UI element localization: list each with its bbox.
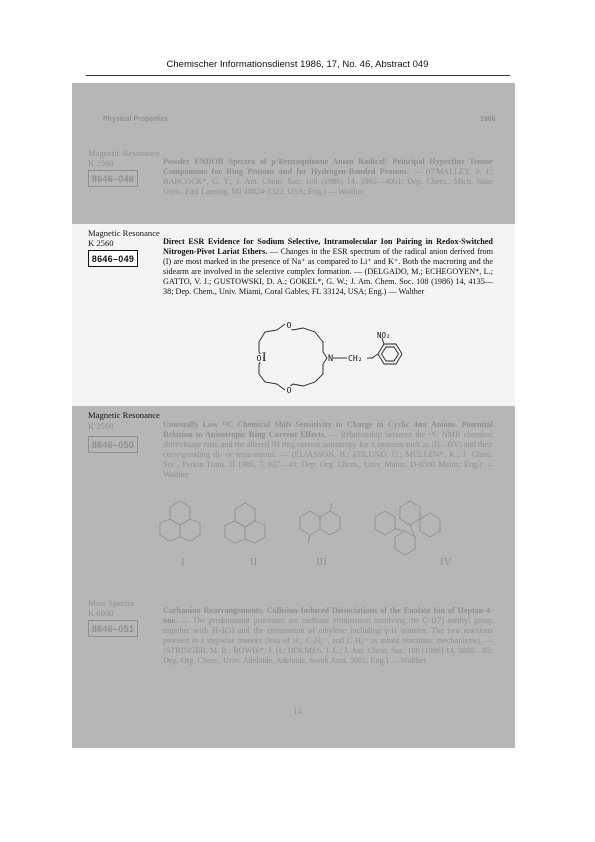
classification-code: K 2560 [88, 421, 114, 431]
compound-number: III [316, 556, 327, 568]
abstract-number-stamp: 8646–048 [88, 170, 138, 187]
abstract-text: — The predominant processes are methane elimination involving the C-1(7) methyl group together with H-3(5) and the elimination of ethylene including γ-H transfer. The two reactions proceed in a stepwise manner (loss of H₂, C₃H₅⁻, and C₃H₆⁻ as minor reactions; mechanisms). — (STRINGER, M. B.; BOWIE*, J. H.; HOLMES, J. L.; J. Am. Chem. Soc. 108 (1986) 14, 3888—93; Dep. Org. Chem., Univ. Adelaide, Adelaide, South Aust. 5001; Eng.) — Walther [163, 615, 494, 665]
classification-code: K 2560 [88, 158, 114, 168]
compound-number: I [181, 556, 185, 568]
header-rule [86, 75, 510, 76]
abstract-title: Unusually Low ¹³C Chemical Shift Sensitivity to Charge in Cyclic 4nπ Anions. Potential Relation to Anisotropic Ring Current Effects. [163, 420, 493, 439]
section-label: Magnetic Resonance [88, 228, 160, 238]
oxygen-label: O [256, 354, 262, 363]
page-top-section: Physical Properties [103, 116, 168, 123]
abstract-title: Carbanion Rearrangements. Collision-Induced Dissociations of the Enolate Ion of Heptan-4-one. [163, 606, 493, 625]
abstract-049 [163, 237, 493, 296]
citation-header: Chemischer Informationsdienst 1986, 17, No. 46, Abstract 049 [166, 59, 429, 70]
lariat-ether-structure [225, 318, 375, 393]
compound-number: II [250, 556, 258, 568]
compound-number: IV [440, 556, 452, 568]
abstract-number-stamp: 8646–049 [88, 250, 138, 267]
nitrogen-label: N [328, 354, 334, 364]
compound-number: I [262, 349, 267, 364]
abstract-text: — Relationship between the ¹³C NMR chemical shift/charge ratio and the altered ¹H ring current anisotropy for π systems such as (I)—(IV) and their corresponding di- or tetra-anions. — (ELIASSON, B.; EDLUND, U.; MÜLLEN*, K.; J. Chem. Soc., Perkin Trans. II 1986, 7, 937—40; Dep. Org. Chem., Univ. Mainz, D-6500 Mainz; Eng.) — Walther [163, 429, 493, 479]
nitrophenyl-ring [370, 332, 416, 372]
classification-code: K 2560 [88, 238, 114, 248]
abstract-text: — (O'MALLEY, P. J.; BABCOCK*, G. T.; J. Am. Chem. Soc. 108 (1986) 14, 3995—4001; Dep. Chem., Mich. State Univ., East Lansing, MI 48824-1322, USA; Eng.) — Walther [163, 166, 494, 196]
abstract-text: — Changes in the ESR spectrum of the radical anion derived from (I) are most marked in the presence of Na⁺ as compared to Li⁺ and K⁺. Both the macroring and the sidearm are involved in the selective complex formation. — (DELGADO, M.; ECHEGOYEN*, L.; GATTO, V. J.; GUSTOWSKI, D. A.; GOKEL*, G. W.; J. Am. Chem. Soc. 108 (1986) 14, 4135—38; Dep. Chem., Univ. Miami, Coral Gables, FL 33124, USA; Eng.) — Walther [163, 246, 494, 296]
aromatic-structures [150, 497, 470, 569]
ch2-label: CH₂ [348, 354, 363, 363]
nitro-label: NO₂ [377, 332, 391, 340]
oxygen-label: O [286, 386, 292, 393]
abstract-title: Direct ESR Evidence for Sodium Selective, Intramolecular Ion Pairing in Redox-Switched Nitrogen-Pivot Lariat Ethers. [163, 237, 493, 256]
page-top-year: 1986 [480, 116, 496, 123]
abstract-title: Powder ENDOR Spectra of p-Benzoquinone Anion Radical: Principal Hyperfine Tensor Components for Ring Protons and for Hydrogen-Bonded Protons. [163, 157, 493, 176]
page-number: 14 [293, 707, 302, 716]
abstract-050 [163, 420, 493, 479]
abstract-048 [163, 157, 493, 197]
section-label: Magnetic Resonance [88, 410, 160, 420]
classification-code: K 6000 [88, 608, 114, 618]
abstract-number-stamp: 8646–051 [88, 620, 138, 637]
section-label: Mass Spectra [88, 598, 135, 608]
abstract-number-stamp: 8646–050 [88, 436, 138, 453]
oxygen-label: O [286, 321, 292, 330]
section-label: Magnetic Resonance [88, 148, 160, 158]
abstract-051 [163, 606, 493, 665]
